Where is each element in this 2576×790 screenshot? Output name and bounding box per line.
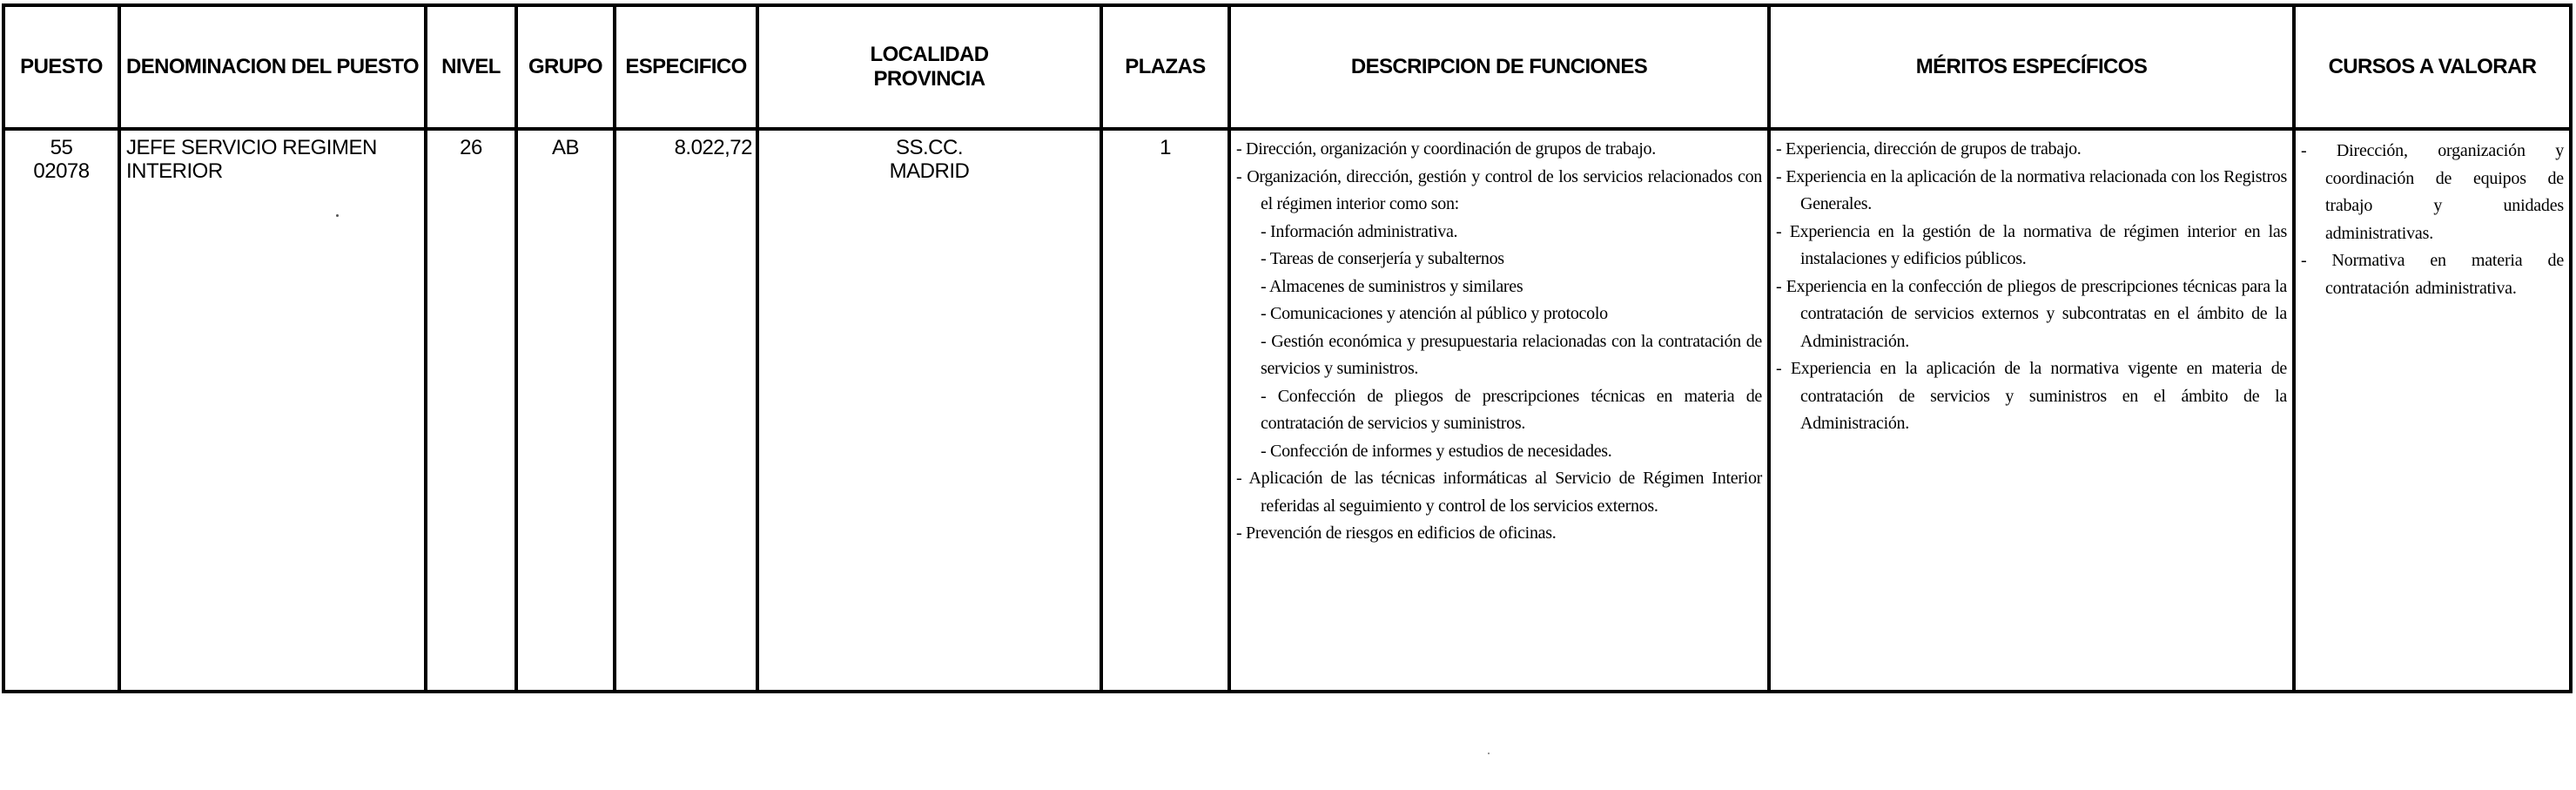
merito-item: - Experiencia en la aplicación de la normativa relacionada con los Registros Generales.	[1776, 166, 2287, 213]
job-position-table	[5, 7, 2569, 693]
stray-dot	[336, 214, 339, 217]
header-meritos: MÉRITOS ESPECÍFICOS	[1769, 7, 2294, 129]
cell-funciones	[1229, 129, 1769, 693]
puesto-number: 55	[50, 136, 73, 159]
funcion-item: - Comunicaciones y atención al público y protocolo	[1261, 304, 1608, 323]
document-table-frame	[2, 3, 2573, 693]
funcion-item: - Dirección, organización y coordinación de grupos de trabajo.	[1236, 139, 1656, 159]
funcion-item: - Prevención de riesgos en edificios de oficinas.	[1236, 523, 1557, 543]
header-especifico: ESPECIFICO	[615, 7, 757, 129]
merito-item: - Experiencia en la aplicación de la normativa vigente en materia de contratación de servicios y suministros en el ámbito de la Administración.	[1776, 359, 2287, 433]
cell-nivel: 26	[426, 129, 516, 693]
cell-puesto	[5, 129, 119, 693]
header-localidad: LOCALIDAD	[870, 43, 989, 66]
curso-item: - Normativa en materia de contratación administrativa.	[2301, 251, 2564, 298]
puesto-code: 02078	[33, 159, 90, 183]
funcion-item: - Gestión económica y presupuestaria relacionadas con la contratación de servicios y suministros.	[1261, 331, 1762, 378]
funcion-item: - Confección de informes y estudios de necesidades.	[1261, 441, 1612, 461]
funcion-item: - Confección de pliegos de prescripciones técnicas en materia de contratación de servicios y suministros.	[1261, 386, 1762, 433]
provincia-text: MADRID	[889, 159, 970, 183]
merito-item: - Experiencia en la confección de pliegos de prescripciones técnicas para la contratación de servicios externos y subcontratas en el ámbito de la Administración.	[1776, 276, 2287, 351]
header-grupo: GRUPO	[516, 7, 615, 129]
funciones-list	[1231, 131, 1767, 548]
denominacion-text: JEFE SERVICIO REGIMEN INTERIOR	[126, 136, 377, 183]
table-row	[5, 129, 2569, 693]
cell-meritos	[1769, 129, 2294, 693]
meritos-list	[1771, 131, 2292, 438]
funcion-item: - Aplicación de las técnicas informáticas al Servicio de Régimen Interior referidas al seguimiento y control de los servicios externos.	[1236, 469, 1762, 516]
stray-mark	[1488, 753, 1490, 754]
header-localidad-provincia	[757, 7, 1101, 129]
cell-localidad-provincia	[757, 129, 1101, 693]
header-provincia: PROVINCIA	[873, 67, 985, 91]
cell-especifico: 8.022,72	[615, 129, 757, 693]
cell-grupo: AB	[516, 129, 615, 693]
curso-item: - Dirección, organización y coordinación de equipos de trabajo y unidades administrativas.	[2301, 141, 2564, 243]
header-nivel: NIVEL	[426, 7, 516, 129]
header-puesto: PUESTO	[5, 7, 119, 129]
funcion-item: - Información administrativa.	[1261, 221, 1458, 241]
funcion-item: - Organización, dirección, gestión y control de los servicios relacionados con el régimen interior como son:	[1236, 166, 1762, 213]
funcion-item: - Tareas de conserjería y subalternos	[1261, 249, 1504, 268]
cell-denominacion	[119, 129, 426, 693]
header-denominacion: DENOMINACION DEL PUESTO	[119, 7, 426, 129]
merito-item: - Experiencia en la gestión de la normativa de régimen interior en las instalaciones y edificios públicos.	[1776, 221, 2287, 268]
cursos-list	[2296, 131, 2569, 302]
merito-item: - Experiencia, dirección de grupos de trabajo.	[1776, 139, 2082, 159]
cell-plazas: 1	[1101, 129, 1229, 693]
cell-cursos	[2294, 129, 2569, 693]
localidad-text: SS.CC.	[895, 136, 963, 159]
header-cursos: CURSOS A VALORAR	[2294, 7, 2569, 129]
header-plazas: PLAZAS	[1101, 7, 1229, 129]
header-funciones: DESCRIPCION DE FUNCIONES	[1229, 7, 1769, 129]
funcion-item: - Almacenes de suministros y similares	[1261, 276, 1523, 296]
table-header-row	[5, 7, 2569, 129]
